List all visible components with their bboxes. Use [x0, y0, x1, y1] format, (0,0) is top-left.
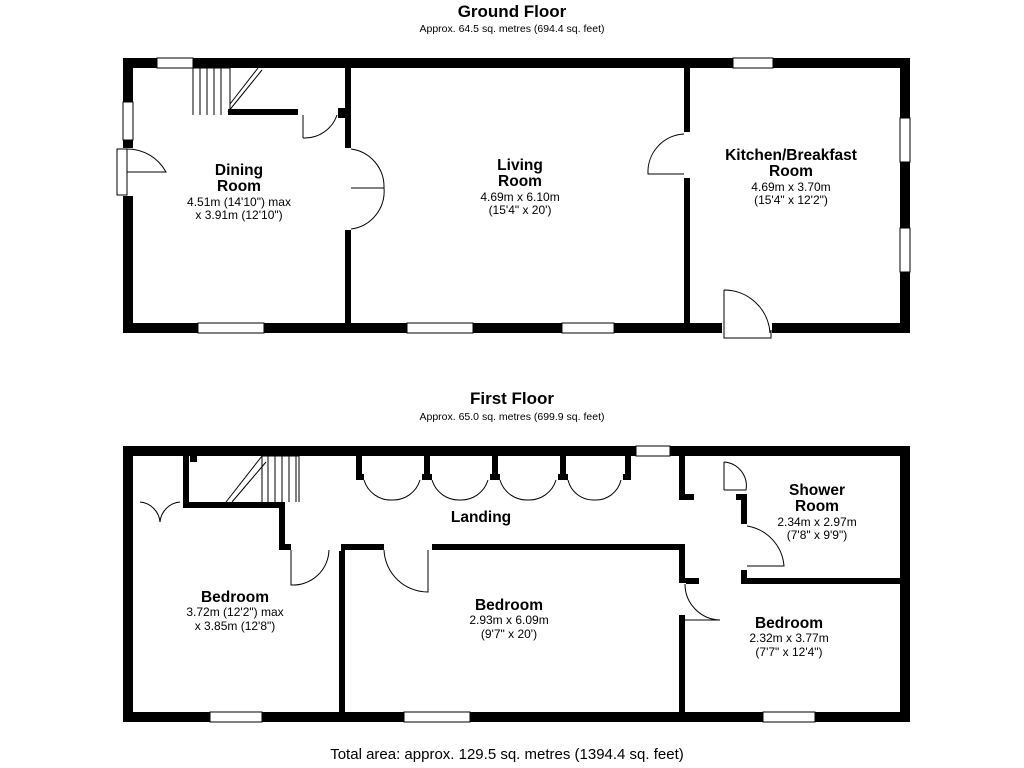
room-dimensions: x 3.91m (12'10"): [195, 208, 283, 223]
gf-wall-right: [900, 58, 910, 333]
ground-floor-title: Ground Floor: [457, 2, 567, 21]
gf-window: [733, 58, 773, 68]
room-dimensions: (15'4" x 20'): [488, 203, 552, 218]
room-name: Room: [795, 498, 839, 516]
gf-window: [900, 228, 910, 272]
room-label-bedroom-1: [186, 590, 283, 634]
ground-floor-area: Approx. 64.5 sq. metres (694.4 sq. feet): [419, 23, 605, 35]
room-label-bedroom-3: [749, 616, 828, 660]
gf-door-swing: [303, 115, 337, 138]
gf-staircase: [193, 68, 262, 115]
ff-window: [404, 712, 470, 722]
room-dimensions: (15'4" x 12'2"): [754, 193, 828, 208]
ff-wall-top: [123, 446, 910, 456]
room-name: Room: [217, 178, 261, 196]
room-dimensions: 2.34m x 2.97m: [777, 514, 857, 529]
room-label-landing: [451, 510, 511, 526]
gf-wall-living-kitchen: [684, 68, 690, 323]
room-dimensions: 3.72m (12'2") max: [186, 605, 284, 620]
total-area: Total area: approx. 129.5 sq. metres (1394.4 sq. feet): [330, 746, 684, 763]
ff-window: [210, 712, 262, 722]
ff-door-swing: [364, 480, 621, 500]
gf-window: [900, 118, 910, 162]
gf-window: [407, 323, 473, 333]
ff-door-swing: [291, 550, 329, 585]
room-dimensions: 4.51m (14'10") max: [187, 194, 291, 209]
room-name: Living: [497, 157, 543, 174]
gf-window: [157, 58, 193, 68]
ff-door-swing: [384, 550, 428, 592]
gf-wall-top: [123, 58, 910, 68]
gf-window: [123, 102, 133, 140]
room-label-kitchen: [725, 148, 857, 208]
room-name: Room: [498, 173, 542, 191]
room-name: Room: [769, 163, 813, 181]
first-floor-area: Approx. 65.0 sq. metres (699.9 sq. feet): [419, 411, 605, 423]
ff-wall-left: [123, 446, 133, 722]
room-dimensions: 2.93m x 6.09m: [469, 613, 549, 628]
ff-window: [636, 446, 670, 456]
gf-door-swing: [648, 134, 684, 174]
room-dimensions: (7'7" x 12'4"): [755, 645, 823, 660]
room-label-bedroom-2: [469, 598, 548, 642]
gf-window: [562, 323, 614, 333]
room-dimensions: (9'7" x 20'): [480, 627, 538, 642]
room-name: Bedroom: [200, 589, 270, 606]
ff-door-swing: [724, 462, 746, 490]
room-name: Shower: [789, 482, 845, 499]
room-dimensions: (7'8" x 9'9"): [786, 528, 848, 543]
ff-door-swing: [685, 584, 720, 620]
room-dimensions: 4.69m x 3.70m: [751, 179, 831, 194]
ff-window: [763, 712, 815, 722]
room-dimensions: 4.69m x 6.10m: [480, 189, 560, 204]
room-name: Bedroom: [754, 615, 824, 632]
room-label-shower: [777, 483, 856, 543]
room-dimensions: 2.32m x 3.77m: [749, 631, 829, 646]
gf-window: [198, 323, 264, 333]
gf-door-swing: [351, 149, 384, 229]
ff-staircase: [226, 456, 299, 502]
first-floor-title: First Floor: [469, 389, 555, 408]
room-dimensions: x 3.85m (12'8"): [194, 619, 276, 634]
room-label-living: [480, 158, 559, 218]
room-name: Kitchen/Breakfast: [725, 147, 857, 164]
room-label-dining: [187, 163, 291, 223]
gf-wall-stair: [228, 109, 298, 115]
room-name: Bedroom: [474, 597, 544, 614]
room-name: Dining: [214, 162, 264, 179]
room-name: Landing: [450, 509, 512, 526]
